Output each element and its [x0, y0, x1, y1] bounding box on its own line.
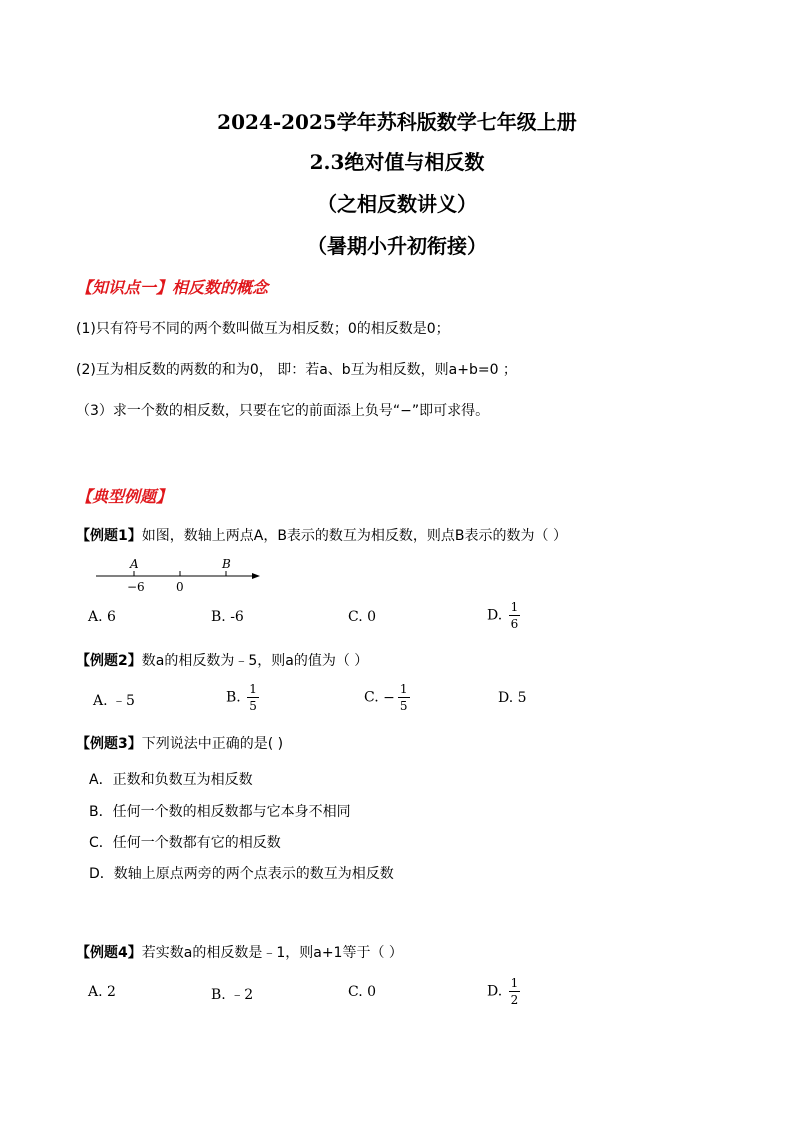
tick-label-neg: −6 — [127, 580, 145, 594]
example-2 — [76, 650, 368, 670]
knowledge-point-1: (1)只有符号不同的两个数叫做互为相反数；0的相反数是0； — [76, 321, 450, 337]
example-3 — [76, 733, 283, 753]
example-2-option-b-fraction — [247, 683, 259, 712]
number-line — [92, 554, 272, 596]
knowledge-point-3: （3）求一个数的相反数，只要在它的前面添上负号“−”即可求得。 — [76, 403, 490, 419]
example-2-option-b-prefix: B. — [226, 689, 241, 706]
example-1-label: 【例题1】 — [76, 528, 142, 544]
tick-label-zero: 0 — [176, 580, 184, 594]
example-2-option-c[interactable] — [364, 683, 410, 712]
example-1-option-a[interactable]: A. 6 — [88, 609, 116, 625]
example-4-option-d-prefix: D. — [487, 983, 503, 1000]
example-4-question: 若实数a的相反数是﹣1，则a+1等于（ ） — [141, 945, 403, 961]
example-2-question: 数a的相反数为﹣5，则a的值为（ ） — [141, 653, 369, 669]
knowledge-point-2: (2)互为相反数的两数的和为0， 即：若a、b互为相反数，则a+b=0 ； — [76, 362, 517, 378]
example-2-option-a[interactable]: A. ﹣5 — [93, 693, 135, 709]
example-1-option-d-fraction — [509, 601, 521, 630]
fraction-denominator: 6 — [510, 617, 519, 631]
example-4-option-a[interactable]: A. 2 — [88, 984, 116, 1000]
title-line-3: （之相反数讲义） — [317, 192, 477, 216]
example-4 — [76, 942, 403, 962]
example-2-option-b[interactable] — [226, 683, 259, 712]
example-2-option-d[interactable]: D. 5 — [498, 690, 527, 706]
example-4-option-d-fraction — [509, 977, 521, 1006]
knowledge-heading: 【知识点一】相反数的概念 — [76, 278, 269, 297]
example-3-question: 下列说法中正确的是( ) — [141, 736, 284, 752]
fraction-denominator: 5 — [249, 699, 257, 713]
example-3-option-d[interactable]: D．数轴上原点两旁的两个点表示的数互为相反数 — [89, 866, 394, 882]
example-1-question: 如图，数轴上两点A，B表示的数互为相反数，则点B表示的数为（ ） — [141, 528, 567, 544]
example-3-label: 【例题3】 — [76, 736, 142, 752]
fraction-denominator: 5 — [399, 699, 408, 713]
example-1-option-d-prefix: D. — [487, 607, 503, 624]
example-4-label: 【例题4】 — [76, 945, 142, 961]
fraction-denominator: 2 — [510, 993, 519, 1007]
example-2-option-c-prefix: C. — [364, 689, 379, 706]
point-a-label: A — [130, 557, 139, 571]
example-1 — [76, 525, 567, 545]
example-3-option-b[interactable]: B．任何一个数的相反数都与它本身不相同 — [89, 804, 351, 820]
fraction-numerator: 1 — [510, 976, 519, 990]
point-b-label: B — [222, 557, 231, 571]
example-1-option-b[interactable]: B. -6 — [211, 609, 244, 625]
example-3-option-c[interactable]: C．任何一个数都有它的相反数 — [89, 835, 281, 851]
example-2-label: 【例题2】 — [76, 653, 142, 669]
title-line-1: 2024-2025学年苏科版数学七年级上册 — [217, 110, 577, 134]
example-4-option-c[interactable]: C. 0 — [348, 984, 377, 1000]
example-4-option-d[interactable] — [487, 977, 520, 1006]
minus-sign: − — [383, 689, 395, 706]
fraction-numerator: 1 — [249, 682, 257, 696]
example-2-option-c-fraction — [398, 683, 410, 712]
example-1-option-c[interactable]: C. 0 — [348, 609, 377, 625]
title-line-4: （暑期小升初衔接） — [307, 234, 487, 258]
title-line-2: 2.3绝对值与相反数 — [309, 150, 485, 174]
example-4-option-b[interactable]: B. ﹣2 — [211, 987, 254, 1003]
examples-heading: 【典型例题】 — [76, 487, 173, 506]
example-1-option-d[interactable] — [487, 601, 520, 630]
number-line-arrow — [252, 573, 260, 579]
example-3-option-a[interactable]: A．正数和负数互为相反数 — [89, 772, 253, 788]
fraction-numerator: 1 — [399, 682, 408, 696]
fraction-numerator: 1 — [510, 600, 519, 614]
